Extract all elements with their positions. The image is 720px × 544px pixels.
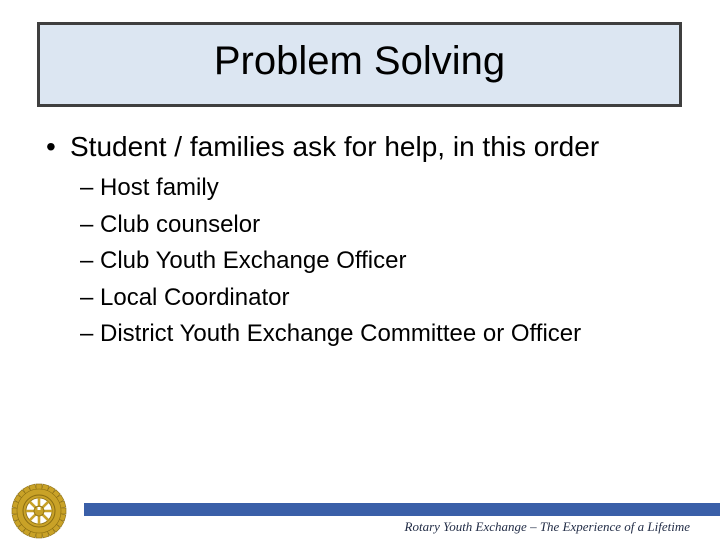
footer-tagline: Rotary Youth Exchange – The Experience of a Lifetime [404, 519, 690, 534]
main-bullet-text: Student / families ask for help, in this order [70, 131, 600, 162]
sub-bullet-item: – Local Coordinator [80, 283, 290, 311]
bullet-marker: • [46, 131, 56, 162]
sub-bullet-item: – Host family [80, 174, 219, 201]
title-box [37, 22, 682, 107]
rotary-wheel-icon [11, 483, 67, 539]
footer-bar [84, 503, 720, 516]
sub-bullet-item: – District Youth Exchange Committee or Officer [80, 320, 582, 347]
sub-bullet-item: – Club counselor [80, 210, 261, 238]
main-bullet [46, 131, 599, 163]
slide-title: Problem Solving [213, 39, 506, 83]
sub-bullet-list [80, 170, 581, 353]
sub-bullet-item: – Club Youth Exchange Officer [80, 247, 407, 274]
